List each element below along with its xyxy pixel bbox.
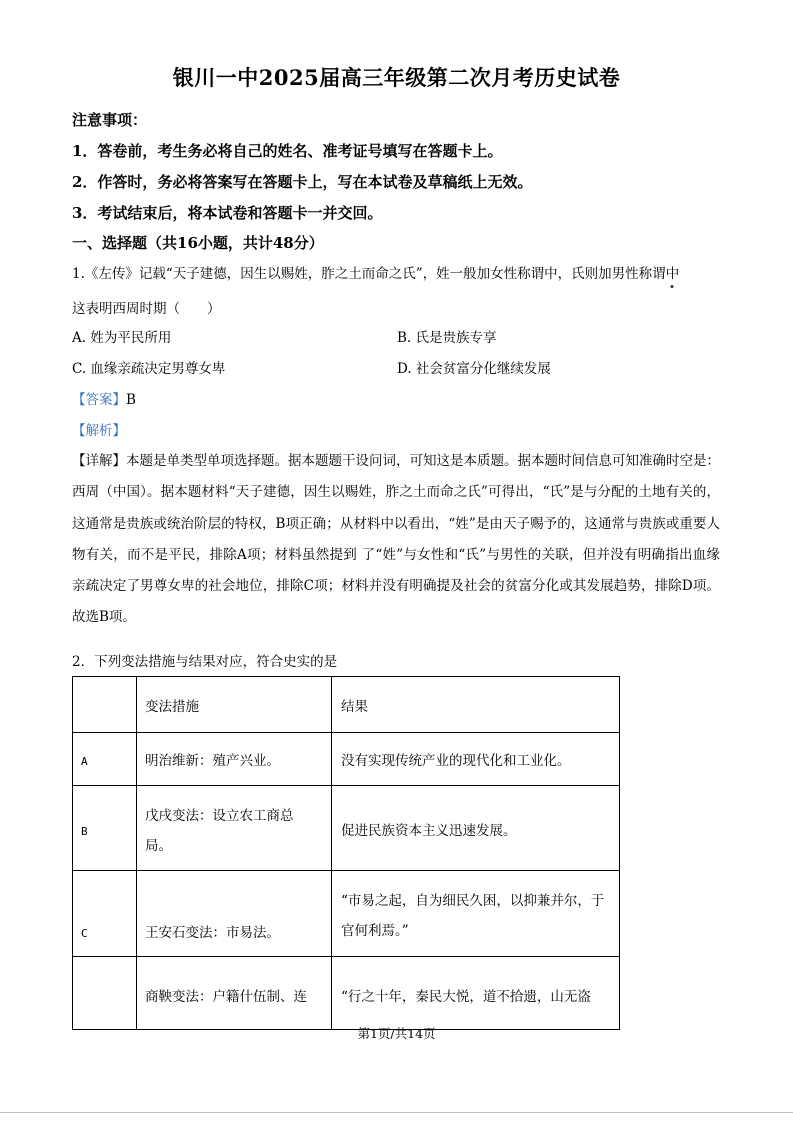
- section-heading: 一、选择题（共16小题，共计48分）: [72, 234, 324, 252]
- page-title: 银川一中2025届高三年级第二次月考历史试卷: [172, 65, 621, 90]
- row-d-measure: 商鞅变法：户籍什伍制、连: [145, 989, 307, 1005]
- row-d-result: “行之十年，秦民大悦，道不拾遗，山无盗: [341, 989, 591, 1005]
- q1-emphasis-char: 中: [666, 262, 680, 282]
- row-c-result: “市易之起，自为细民久困，以抑兼并尔，于官何利焉。”: [341, 893, 605, 939]
- answer-value: B: [126, 392, 136, 408]
- q1-detail-paragraph: [72, 446, 720, 634]
- q1-answer: [72, 388, 136, 408]
- table-header-measure: 变法措施: [145, 699, 199, 715]
- row-c-measure: 王安石变法：市易法。: [145, 925, 280, 941]
- row-b-result: 促进民族资本主义迅速发展。: [341, 823, 517, 839]
- answer-label: 【答案】: [72, 392, 126, 408]
- page-footer: 第1页/共14页: [357, 1026, 436, 1041]
- page-bottom-rule: [0, 1112, 793, 1113]
- row-b-measure: 戊戌变法：设立农工商总局。: [145, 808, 294, 854]
- detail-text: 本题是单类型单项选择题。据本题题干设问词，可知这是本质题。据本题时间信息可知准确时空是：西周（中国）。据本题材料“天子建德，因生以赐姓，胙之土而命之氏”可得出，“氏”是与分配的土地有关的，这通常是贵族或统治阶层的特权，B项正确；从材料中以看出，“姓”是由天子赐予的，这通常与贵族或重要人物有关，而不是平民，排除A项；材料虽然提到 了“姓”与女性和“氏”与男性的关联，但并没有明确指出血缘亲疏决定了男尊女卑的社会地位，排除C项；材料并没有明确提及社会的贫富分化或其发展趋势，排除D项。故选B项。: [72, 453, 720, 626]
- notice-heading: 注意事项：: [72, 111, 148, 129]
- row-a-letter: A: [81, 755, 88, 768]
- q2-stem: 2．下列变法措施与结果对应，符合史实的是: [72, 654, 338, 670]
- q1-stem-text: 1.《左传》记载“天子建德，因生以赐姓，胙之土而命之氏”，姓一般加女性称谓中，氏则加男性称谓: [72, 266, 666, 282]
- notice-item-1: 1．答卷前，考生务必将自己的姓名、准考证号填写在答题卡上。: [72, 142, 503, 160]
- row-a-measure: 明治维新：殖产兴业。: [145, 753, 280, 769]
- q2-table: [72, 676, 620, 1030]
- table-header-result: 结果: [341, 699, 368, 715]
- notice-item-2: 2．作答时，务必将答案写在答题卡上，写在本试卷及草稿纸上无效。: [72, 173, 533, 191]
- notice-item-3: 3．考试结束后，将本试卷和答题卡一并交回。: [72, 204, 383, 222]
- q1-option-b: B. 氏是贵族专享: [397, 330, 497, 346]
- q1-option-a: A. 姓为平民所用: [72, 330, 172, 346]
- q1-option-d: D. 社会贫富分化继续发展: [397, 361, 551, 377]
- detail-label: 【详解】: [72, 453, 126, 469]
- analysis-label: 【解析】: [72, 423, 126, 439]
- row-c-letter: C: [81, 927, 88, 940]
- row-a-result: 没有实现传统产业的现代化和工业化。: [341, 753, 571, 769]
- q1-stem-line2: 这表明西周时期（ ）: [72, 301, 221, 317]
- q1-option-c: C. 血缘亲疏决定男尊女卑: [72, 361, 226, 377]
- row-b-letter: B: [81, 825, 88, 838]
- q1-stem-line1: [72, 262, 679, 282]
